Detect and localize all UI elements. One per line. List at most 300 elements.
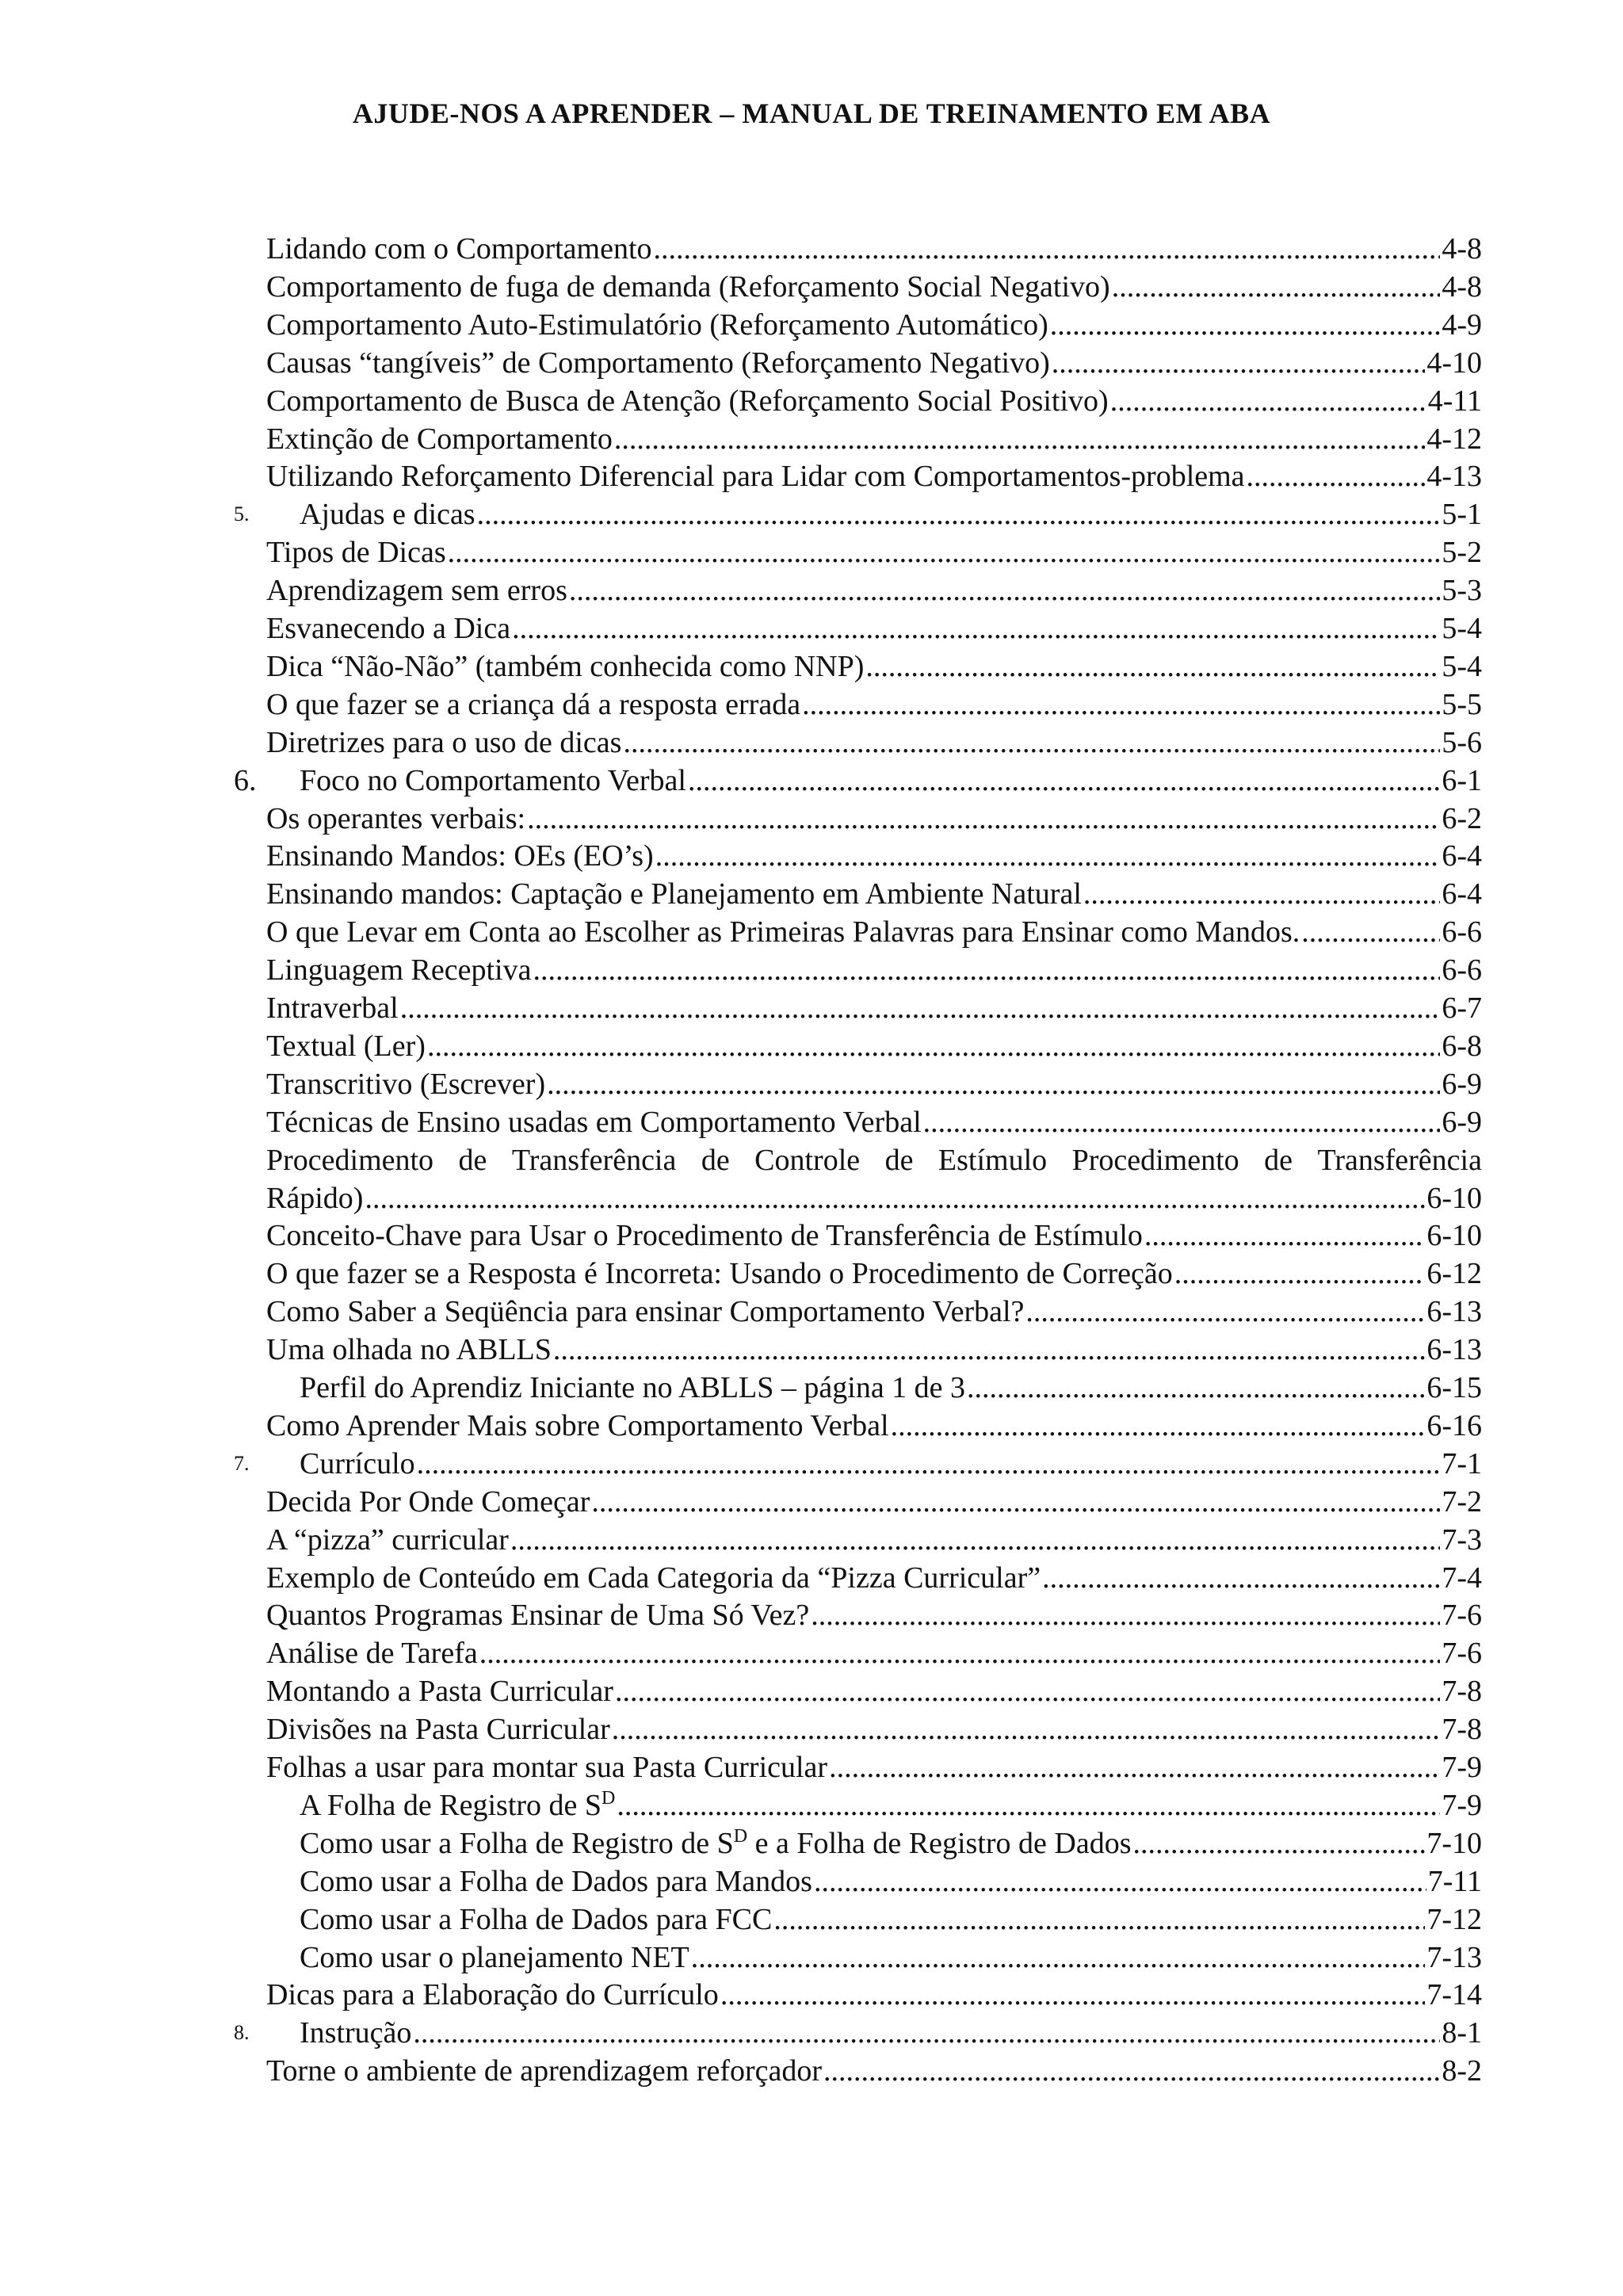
toc-entry-title [266, 1255, 1173, 1293]
toc-entry-wrapped-text [266, 1141, 1482, 1179]
toc-row [0, 1748, 1623, 1786]
toc-entry-title [266, 571, 567, 609]
toc-entry-text: Transcritivo (Escrever) [266, 1067, 546, 1101]
toc-dot-leader [479, 1634, 1441, 1672]
toc-row [0, 951, 1623, 989]
toc-dot-leader [655, 837, 1441, 875]
toc-dot-leader [865, 648, 1440, 686]
toc-entry [266, 648, 1482, 686]
toc-entry [266, 1976, 1482, 2014]
toc-entry-title [266, 1293, 1024, 1331]
toc-entry-text: Extinção de Comportamento [266, 422, 613, 456]
toc-entry-text: Dicas para a Elaboração do Currículo [266, 1978, 719, 2012]
toc-dot-leader [617, 1786, 1440, 1824]
toc-row [0, 1862, 1623, 1901]
toc-dot-leader [417, 1445, 1441, 1483]
toc-page-number: 6-15 [1426, 1371, 1482, 1404]
toc-entry [266, 1217, 1482, 1255]
toc-entry [266, 951, 1482, 989]
toc-entry-text: Comportamento Auto-Estimulatório (Reforçamento Automático) [266, 308, 1048, 342]
toc-entry-title [266, 686, 800, 724]
toc-page-number: 7-13 [1426, 1940, 1482, 1974]
toc-row [0, 420, 1623, 458]
toc-page-number: 6-1 [1442, 763, 1482, 797]
toc-page-number: 6-6 [1442, 915, 1482, 949]
toc-dot-leader [614, 420, 1425, 458]
toc-entry [266, 344, 1482, 382]
toc-entry [266, 1065, 1482, 1103]
toc-entry-text: O que fazer se a criança dá a resposta errada [266, 687, 801, 721]
toc-entry-text: Utilizando Reforçamento Diferencial para Lidar com Comportamentos-problema [266, 460, 1245, 494]
toc-entry [300, 1445, 1482, 1483]
toc-entry [266, 1179, 1482, 1217]
toc-entry-title [266, 875, 1082, 913]
toc-entry-title [266, 268, 1110, 306]
toc-entry-superscript: D [733, 1825, 748, 1847]
toc-entry-text: Como usar a Folha de Registro de S [300, 1826, 734, 1860]
toc-entry-text: Conceito-Chave para Usar o Procedimento de Transferência de Estímulo [266, 1219, 1143, 1253]
toc-page-number: 8-1 [1442, 2016, 1482, 2050]
toc-entry-text: Os operantes verbais: [266, 801, 526, 835]
toc-row [0, 1027, 1623, 1065]
toc-dot-leader [691, 1939, 1426, 1977]
toc-entry-text: Lidando com o Comportamento [266, 232, 652, 266]
toc-word: de [884, 1143, 914, 1177]
toc-dot-leader [533, 951, 1441, 989]
toc-row [0, 1672, 1623, 1710]
toc-page-number: 7-9 [1442, 1788, 1482, 1822]
toc-entry-title [300, 2014, 411, 2052]
toc-entry [266, 837, 1482, 875]
toc-row [0, 2052, 1623, 2090]
toc-entry-title [266, 1179, 363, 1217]
toc-row [0, 1596, 1623, 1634]
toc-entry [266, 875, 1482, 913]
toc-entry [300, 1901, 1482, 1939]
toc-row [0, 989, 1623, 1027]
toc-dot-leader [814, 1862, 1426, 1901]
toc-row [0, 1217, 1623, 1255]
toc-entry [300, 1824, 1482, 1862]
toc-entry [266, 1748, 1482, 1786]
toc-row [0, 1824, 1623, 1862]
toc-chapter-number: 7. [234, 1451, 250, 1475]
toc-entry [266, 1559, 1482, 1597]
toc-page-number: 4-8 [1442, 269, 1482, 304]
toc-page-number: 5-2 [1442, 536, 1482, 570]
toc-row [0, 1369, 1623, 1407]
toc-entry-title [266, 1559, 1041, 1597]
toc-entry-text: A “pizza” curricular [266, 1522, 509, 1557]
toc-page-number: 5-6 [1442, 725, 1482, 759]
toc-entry-title [300, 1862, 812, 1901]
toc-entry-title [266, 533, 446, 571]
toc-entry-text: Perfil do Aprendiz Iniciante no ABLLS – página 1 de 3 [300, 1371, 966, 1404]
toc-entry [266, 457, 1482, 495]
toc-row [0, 1483, 1623, 1521]
toc-dot-leader [1247, 457, 1426, 495]
toc-entry-text: O que fazer se a Resposta é Incorreta: Usando o Procedimento de Correção [266, 1257, 1173, 1291]
toc-page-number: 7-4 [1442, 1561, 1482, 1595]
toc-entry [266, 571, 1482, 609]
toc-row-wrapped-line [0, 1141, 1623, 1179]
toc-entry-text: Rápido) [266, 1181, 364, 1215]
toc-chapter-number: 5. [234, 502, 250, 526]
toc-word: Controle [754, 1143, 861, 1177]
toc-entry-title [266, 989, 399, 1027]
toc-page-number: 8-2 [1442, 2054, 1482, 2088]
toc-entry-title [266, 344, 1050, 382]
toc-entry-text: Foco no Comportamento Verbal [300, 763, 686, 797]
toc-dot-leader [773, 1901, 1425, 1939]
toc-entry-title [266, 2052, 822, 2090]
toc-entry-text: Textual (Ler) [266, 1029, 426, 1063]
toc-row [0, 457, 1623, 495]
toc-entry-superscript: D [601, 1787, 616, 1809]
toc-entry-text: Ensinando Mandos: OEs (EO’s) [266, 839, 654, 873]
toc-entry-text: Dica “Não-Não” (também conhecida como NNP) [266, 649, 865, 683]
toc-entry [266, 1293, 1482, 1331]
toc-page-number: 6-4 [1442, 839, 1482, 873]
toc-entry-title [266, 724, 621, 762]
toc-page-number: 7-8 [1442, 1675, 1482, 1709]
toc-chapter-row [0, 2014, 1623, 2052]
toc-dot-leader [1042, 1559, 1440, 1597]
toc-word: de [701, 1143, 730, 1177]
toc-row [0, 724, 1623, 762]
toc-word: Procedimento [266, 1143, 434, 1177]
toc-entry-title [266, 648, 864, 686]
toc-entry-text: Linguagem Receptiva [266, 953, 532, 988]
toc-entry [266, 1521, 1482, 1559]
toc-row [0, 686, 1623, 724]
toc-page-number: 7-8 [1442, 1713, 1482, 1747]
toc-entry [300, 1786, 1482, 1824]
toc-entry [266, 306, 1482, 344]
toc-entry-title [266, 1710, 610, 1748]
toc-entry-title [266, 1217, 1143, 1255]
toc-entry-text: Comportamento de fuga de demanda (Reforçamento Social Negativo) [266, 269, 1110, 304]
toc-page-number: 7-12 [1426, 1902, 1482, 1936]
toc-entry-text: Como Saber a Seqüência para ensinar Comportamento Verbal? [266, 1295, 1025, 1329]
toc-entry [266, 1331, 1482, 1369]
toc-entry-title [300, 1824, 1132, 1862]
toc-entry-text: Técnicas de Ensino usadas em Comportamento Verbal [266, 1105, 922, 1139]
toc-entry [266, 724, 1482, 762]
toc-entry [300, 495, 1482, 533]
toc-page-number: 4-9 [1442, 308, 1482, 342]
toc-page-number: 4-10 [1426, 346, 1482, 380]
toc-entry [300, 1369, 1482, 1407]
toc-entry [266, 609, 1482, 648]
toc-dot-leader [569, 571, 1440, 609]
toc-page-number: 6-10 [1426, 1219, 1482, 1253]
toc-dot-leader [1133, 1824, 1426, 1862]
toc-entry-text: Montando a Pasta Curricular [266, 1675, 613, 1709]
toc-entry-text: Divisões na Pasta Curricular [266, 1713, 610, 1747]
toc-entry-title [266, 913, 1300, 951]
toc-dot-leader [1301, 913, 1440, 951]
toc-dot-leader [967, 1369, 1425, 1407]
toc-entry [266, 268, 1482, 306]
toc-dot-leader [413, 2014, 1440, 2052]
toc-entry [266, 1672, 1482, 1710]
toc-page-number: 6-13 [1426, 1295, 1482, 1329]
toc-row [0, 800, 1623, 838]
toc-page-number: 7-11 [1427, 1864, 1482, 1898]
toc-page-number: 7-1 [1442, 1446, 1482, 1480]
toc-dot-leader [527, 800, 1440, 838]
toc-page-number: 4-13 [1426, 460, 1482, 494]
toc-page-number: 6-13 [1426, 1333, 1482, 1367]
toc-entry-text: Instrução [300, 2016, 412, 2050]
toc-entry [300, 1862, 1482, 1901]
toc-page-number: 6-9 [1442, 1067, 1482, 1101]
toc-row [0, 1179, 1623, 1217]
toc-page-number: 6-4 [1442, 877, 1482, 911]
toc-row [0, 1976, 1623, 2014]
toc-chapter-row [0, 1445, 1623, 1483]
toc-entry-title [300, 1939, 689, 1977]
toc-entry [266, 686, 1482, 724]
toc-row [0, 533, 1623, 571]
toc-page-number: 5-3 [1442, 574, 1482, 608]
toc-entry-text: Folhas a usar para montar sua Pasta Curricular [266, 1751, 828, 1784]
toc-page-number: 6-10 [1426, 1181, 1482, 1215]
toc-entry [266, 420, 1482, 458]
toc-entry-title [266, 1065, 545, 1103]
toc-entry-title [300, 1901, 772, 1939]
toc-page-number: 7-2 [1442, 1484, 1482, 1519]
toc-dot-leader [365, 1179, 1425, 1217]
toc-entry-text: Como Aprender Mais sobre Comportamento Verbal [266, 1408, 889, 1442]
toc-entry [266, 2052, 1482, 2090]
toc-page-number: 6-6 [1442, 953, 1482, 988]
toc-entry-text: Como usar a Folha de Dados para FCC [300, 1902, 773, 1936]
toc-entry-title [266, 420, 613, 458]
toc-page-number: 6-2 [1442, 801, 1482, 835]
toc-entry-text: Causas “tangíveis” de Comportamento (Reforçamento Negativo) [266, 346, 1050, 380]
toc-page-number: 7-10 [1426, 1826, 1482, 1860]
toc-entry-title [266, 837, 654, 875]
toc-dot-leader [1050, 306, 1441, 344]
toc-entry [266, 913, 1482, 951]
toc-entry [266, 533, 1482, 571]
toc-dot-leader [923, 1103, 1441, 1141]
toc-row [0, 230, 1623, 268]
toc-entry-title [266, 1596, 809, 1634]
toc-entry [266, 1027, 1482, 1065]
toc-row [0, 306, 1623, 344]
toc-word: Transferência [1317, 1143, 1482, 1177]
toc-dot-leader [477, 495, 1441, 533]
toc-entry-text: Esvanecendo a Dica [266, 612, 511, 645]
toc-row [0, 913, 1623, 951]
toc-entry-title [266, 1483, 590, 1521]
toc-dot-leader [1174, 1255, 1426, 1293]
toc-entry-text-tail: e a Folha de Registro de Dados [747, 1826, 1132, 1860]
toc-row [0, 648, 1623, 686]
toc-dot-leader [811, 1596, 1440, 1634]
toc-word: Estímulo [938, 1143, 1048, 1177]
toc-page-number: 4-12 [1426, 422, 1482, 456]
toc-entry-title [266, 1634, 478, 1672]
toc-entry-title [266, 382, 1109, 420]
toc-dot-leader [891, 1407, 1426, 1445]
toc-word: Transferência [511, 1143, 677, 1177]
toc-page-number: 7-6 [1442, 1599, 1482, 1633]
toc-row [0, 1331, 1623, 1369]
toc-entry-title [300, 1369, 965, 1407]
toc-dot-leader [1112, 268, 1441, 306]
toc-row [0, 1521, 1623, 1559]
toc-page-number: 5-4 [1442, 649, 1482, 683]
toc-word: Procedimento [1071, 1143, 1239, 1177]
toc-page-number: 6-8 [1442, 1029, 1482, 1063]
toc-entry-text: Como usar a Folha de Dados para Mandos [300, 1864, 812, 1898]
toc-page-number: 4-11 [1427, 384, 1482, 418]
toc-dot-leader [448, 533, 1441, 571]
toc-entry [300, 2014, 1482, 2052]
toc-page-number: 7-3 [1442, 1522, 1482, 1557]
toc-entry [266, 382, 1482, 420]
toc-dot-leader [654, 230, 1441, 268]
toc-page-number: 4-8 [1442, 232, 1482, 266]
toc-entry-title [266, 1027, 426, 1065]
toc-page-number: 6-9 [1442, 1105, 1482, 1139]
toc-row [0, 1065, 1623, 1103]
toc-entry-text: Exemplo de Conteúdo em Cada Categoria da “Pizza Curricular” [266, 1561, 1041, 1595]
toc-row [0, 1939, 1623, 1977]
toc-row [0, 1103, 1623, 1141]
toc-entry-text: Uma olhada no ABLLS [266, 1333, 552, 1367]
page-header: AJUDE-NOS A APRENDER – MANUAL DE TREINAMENTO EM ABA [352, 97, 1271, 129]
toc-word: de [458, 1143, 487, 1177]
toc-dot-leader [612, 1710, 1441, 1748]
toc-row [0, 1559, 1623, 1597]
toc-entry-title [266, 951, 532, 989]
toc-row [0, 1786, 1623, 1824]
toc-dot-leader [510, 1521, 1440, 1559]
toc-page-number: 5-1 [1442, 498, 1482, 532]
toc-page-number: 7-9 [1442, 1751, 1482, 1784]
toc-dot-leader [1110, 382, 1426, 420]
toc-entry [300, 1939, 1482, 1977]
toc-entry-text: Tipos de Dicas [266, 536, 446, 570]
toc-dot-leader [829, 1748, 1440, 1786]
toc-row [0, 1407, 1623, 1445]
toc-dot-leader [1144, 1217, 1425, 1255]
toc-word: de [1264, 1143, 1293, 1177]
toc-entry-title [266, 1976, 719, 2014]
toc-entry-title [266, 1407, 889, 1445]
toc-page-number: 6-16 [1426, 1408, 1482, 1442]
toc-row [0, 1255, 1623, 1293]
toc-entry-text: Currículo [300, 1446, 415, 1480]
toc-dot-leader [1083, 875, 1440, 913]
toc-entry-title [266, 1672, 613, 1710]
toc-page-number: 7-14 [1426, 1978, 1482, 2012]
toc-entry [266, 1407, 1482, 1445]
toc-entry-text: Análise de Tarefa [266, 1637, 478, 1671]
toc-row [0, 382, 1623, 420]
toc-dot-leader [623, 724, 1440, 762]
toc-page-number: 6-12 [1426, 1257, 1482, 1291]
toc-row [0, 837, 1623, 875]
toc-dot-leader [615, 1672, 1440, 1710]
toc-page-number: 5-5 [1442, 687, 1482, 721]
toc-entry [266, 1483, 1482, 1521]
toc-entry [266, 1596, 1482, 1634]
toc-row [0, 344, 1623, 382]
toc-entry-title [300, 495, 475, 533]
toc-chapter-number: 6. [234, 763, 257, 797]
toc-entry [266, 1710, 1482, 1748]
toc-entry [266, 1255, 1482, 1293]
toc-entry-text: Aprendizagem sem erros [266, 574, 567, 608]
toc-dot-leader [823, 2052, 1440, 2090]
toc-dot-leader [802, 686, 1440, 724]
toc-entry-title [300, 762, 686, 800]
toc-entry-text: Ensinando mandos: Captação e Planejamento em Ambiente Natural [266, 877, 1082, 911]
toc-row [0, 609, 1623, 648]
toc-entry-title [266, 306, 1048, 344]
toc-entry-title [266, 1331, 552, 1369]
toc-row [0, 875, 1623, 913]
toc-entry-title [266, 457, 1245, 495]
toc-entry-text: Torne o ambiente de aprendizagem reforçador [266, 2054, 823, 2088]
toc-row [0, 571, 1623, 609]
toc-entry-text: Diretrizes para o uso de dicas [266, 725, 622, 759]
toc-dot-leader [400, 989, 1441, 1027]
toc-chapter-row [0, 762, 1623, 800]
toc-dot-leader [512, 609, 1440, 648]
toc-entry [266, 989, 1482, 1027]
toc-page-number: 7-6 [1442, 1637, 1482, 1671]
toc-entry [266, 800, 1482, 838]
toc-row [0, 1710, 1623, 1748]
toc-entry-title [300, 1786, 615, 1824]
toc-entry [300, 762, 1482, 800]
toc-entry-text: Intraverbal [266, 991, 399, 1025]
toc-row [0, 1634, 1623, 1672]
toc-entry-title [266, 609, 510, 648]
toc-entry-text: Decida Por Onde Começar [266, 1484, 590, 1519]
toc-row [0, 1293, 1623, 1331]
toc-row [0, 268, 1623, 306]
toc-dot-leader [1052, 344, 1426, 382]
toc-dot-leader [547, 1065, 1440, 1103]
toc-chapter-number: 8. [234, 2021, 250, 2045]
toc-entry-title [266, 800, 525, 838]
toc-dot-leader [720, 1976, 1426, 2014]
toc-entry-text: Como usar o planejamento NET [300, 1940, 689, 1974]
toc-entry-text: Ajudas e dicas [300, 498, 475, 532]
toc-entry-text: Quantos Programas Ensinar de Uma Só Vez? [266, 1599, 810, 1633]
toc-page-number: 6-7 [1442, 991, 1482, 1025]
toc-entry-title [266, 1103, 922, 1141]
toc-entry [266, 230, 1482, 268]
toc-entry [266, 1103, 1482, 1141]
toc-entry-title [266, 230, 652, 268]
toc-dot-leader [591, 1483, 1440, 1521]
toc-page-number: 5-4 [1442, 612, 1482, 645]
toc-entry-title [266, 1748, 827, 1786]
toc-dot-leader [427, 1027, 1440, 1065]
toc-entry-title [300, 1445, 415, 1483]
toc-entry [266, 1634, 1482, 1672]
toc-entry-text: A Folha de Registro de S [300, 1788, 602, 1822]
